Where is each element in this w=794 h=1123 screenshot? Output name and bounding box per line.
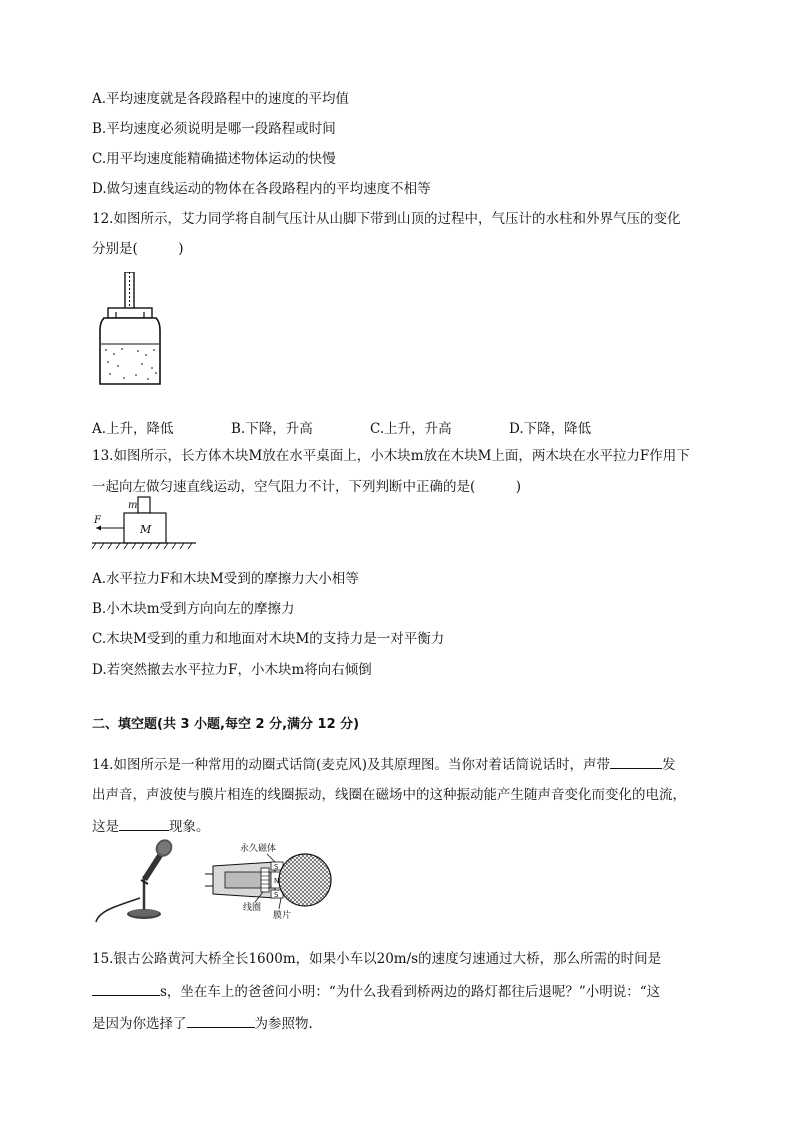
- q12-option-d: D.下降，降低: [509, 421, 592, 437]
- magnet-s-bottom: S: [274, 891, 279, 899]
- blocks-diagram: [90, 495, 200, 553]
- q15-line3-tail: 为参照物.: [254, 1016, 313, 1032]
- coil-label: 线圈: [243, 903, 262, 913]
- q11-option-b: B.平均速度必须说明是哪一段路程或时间: [92, 121, 336, 137]
- q15-stem-line3: [92, 1013, 313, 1033]
- mic-principle-figure: [205, 842, 345, 920]
- q13-option-a: A.水平拉力F和木块M受到的摩擦力大小相等: [92, 571, 359, 587]
- diaphragm-label: 膜片: [273, 911, 292, 920]
- q13-option-c: C.木块M受到的重力和地面对木块M的支持力是一对平衡力: [92, 631, 445, 647]
- magnet-label: 永久磁体: [240, 844, 277, 854]
- q12-option-b: B.下降，升高: [231, 421, 313, 437]
- q11-option-c: C.用平均速度能精确描述物体运动的快慢: [92, 151, 336, 167]
- q14-line1-tail: 发: [662, 757, 676, 773]
- q14-stem-line3: [92, 816, 210, 836]
- q13-option-d: D.若突然撤去水平拉力F，小木块m将向右倾倒: [92, 662, 372, 678]
- q14-line1-text: 14.如图所示是一种常用的动圈式话筒(麦克风)及其原理图。当你对着话筒说话时，声带: [92, 757, 611, 773]
- q12-stem-line1: 12.如图所示，艾力同学将自制气压计从山脚下带到山顶的过程中，气压计的水柱和外界气压的变化: [92, 211, 681, 227]
- q14-blank-2[interactable]: [119, 816, 169, 831]
- q15-line3-text: 是因为你选择了: [92, 1016, 187, 1032]
- microphone-illustration: [92, 836, 182, 924]
- q13-stem-line1: 13.如图所示，长方体木块M放在水平桌面上，小木块m放在木块M上面，两木块在水平拉力F作用下: [92, 448, 690, 464]
- small-block-label: m: [128, 500, 138, 511]
- barometer-diagram: [98, 272, 164, 390]
- q12-option-c: C.上升，升高: [370, 421, 452, 437]
- mic-principle-diagram: [205, 842, 345, 920]
- q14-stem-line2: 出声音，声波使与膜片相连的线圈振动，线圈在磁场中的这种振动能产生随声音变化而变化的电流，: [92, 787, 686, 803]
- q14-line3-tail: 现象。: [169, 819, 210, 835]
- q13-option-b: B.小木块m受到方向向左的摩擦力: [92, 601, 295, 617]
- section-title-fill-blank: 二、填空题(共 3 小题,每空 2 分,满分 12 分): [92, 717, 360, 732]
- blocks-figure: [90, 495, 200, 553]
- q12-stem-line2: 分别是( ): [92, 241, 184, 257]
- q11-option-a: A.平均速度就是各段路程中的速度的平均值: [92, 91, 350, 107]
- big-block-label: M: [140, 523, 152, 536]
- barometer-figure: [98, 272, 164, 390]
- q14-stem-line1: [92, 754, 676, 774]
- microphone-figure: [92, 836, 182, 924]
- magnet-n: N: [274, 877, 280, 885]
- q14-blank-1[interactable]: [610, 754, 662, 769]
- q14-line3-text: 这是: [92, 819, 119, 835]
- q15-stem-line1: 15.银古公路黄河大桥全长1600m，如果小车以20m/s的速度匀速通过大桥，那么所需的时间是: [92, 951, 662, 967]
- q15-blank-1[interactable]: [92, 981, 160, 996]
- force-label: F: [94, 515, 101, 526]
- magnet-s-top: S: [274, 863, 279, 871]
- q15-blank-2[interactable]: [187, 1013, 255, 1028]
- q15-stem-line2: [92, 981, 660, 1001]
- q11-option-d: D.做匀速直线运动的物体在各段路程内的平均速度不相等: [92, 181, 431, 197]
- q12-option-a: A.上升，降低: [92, 421, 174, 437]
- q13-stem-line2: 一起向左做匀速直线运动，空气阻力不计，下列判断中正确的是( ): [92, 479, 522, 495]
- q15-line2-text: s，坐在车上的爸爸问小明：“为什么我看到桥两边的路灯都往后退呢？”小明说：“这: [160, 984, 661, 1000]
